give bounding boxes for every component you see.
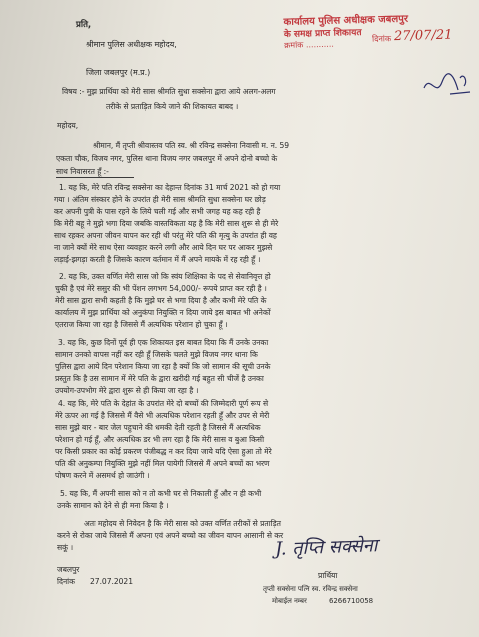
received-stamp xyxy=(275,3,453,69)
body-line: कार्यालय में मुझ प्रार्थिया को अनुकंपा नियुक्ति न दिया जाये इस बाबत भी अनेकों xyxy=(55,308,271,317)
body-line: उपयोग-उपभोग मेरे द्वारा शुरू से ही किया जा रहा है । xyxy=(55,386,199,395)
intro-underline xyxy=(56,177,134,178)
body-line: मेरी सास द्वारा सभी कहती है कि मुझे घर से भगा दिया है और कभी मेरे पति के xyxy=(55,296,267,305)
body-line: सास मुझे बार - बार जेल पहुचाने की धमकी देती रहती है जिससे मैं अत्यधिक xyxy=(55,423,261,432)
footer-city: जबलपुर xyxy=(57,565,80,574)
body-line: लड़ाई-झगड़ा करती है जिसके कारण वर्तमान में मैं अपने मायके में रह रही हूँ । xyxy=(54,255,261,264)
signer-title: प्रार्थिया xyxy=(318,571,338,580)
body-line: 1. यह कि, मेरे पति रविन्द्र सक्सेना का देहान्त दिनांक 31 मार्च 2021 को हो गया xyxy=(59,183,281,192)
body-line: मेरे ऊपर आ गई है जिससे मैं वैसे भी अत्यधिक परेशान रहती हूँ और उपर से मेरी xyxy=(55,411,270,420)
body-line: पोषण करने में असमर्थ हो जाउंगी । xyxy=(55,471,150,480)
prati-label: प्रति, xyxy=(76,20,92,30)
body-line: कर अपनी पुत्री के पास रहने के लिये चली गई और सभी जगह यह कह रही है xyxy=(54,207,261,216)
body-line: एतराज किया जा रहा है जिससे मैं अत्यधिक परेशान हो चुका हूँ । xyxy=(55,320,228,329)
body-line: पुलिस द्वारा आये दिन परेशान किया जा रहा है क्यों कि जो सामान की सूची उनके xyxy=(55,362,271,371)
salutation: महोदय, xyxy=(57,121,79,130)
stamp-number: क्रमांक ........... xyxy=(284,39,334,50)
body-line: पति की अनुकम्पा नियुक्ति मुझे नहीं मिल पायेगी जिससे मैं अपने बच्चों का भरण xyxy=(55,459,270,468)
stamp-date: 27/07/21 xyxy=(393,27,453,45)
signer-name: तृप्ती सक्सेना पत्नि स्व. रविन्द्र सक्सेना xyxy=(263,585,358,593)
subject-line2: तरीके से प्रताड़ित किये जाने की शिकायत बाबद । xyxy=(106,102,239,111)
body-line: 4. यह कि, मेरे पति के देहांत के उपरांत मेरे दो बच्चों की जिम्मेदारी पूर्ण रूप से xyxy=(58,399,269,408)
body-line: प्रस्तुत कि है उस सामान में मेरे पति के द्वारा खरीदी गई बहुत सी चीजें है उनका xyxy=(55,374,264,383)
body-line: साथ निवासरत हूँ :- xyxy=(56,167,109,176)
body-line: उनके सामान को देने से ही मना किया है । xyxy=(57,501,169,510)
body-line: एकता चौक, विजय नगर, पुलिस थाना विजय नगर जबलपुर में अपने दोनो बच्चो के xyxy=(56,154,278,163)
addressee-line2: जिला जबलपुर (म.प्र.) xyxy=(86,68,151,77)
footer-date: 27.07.2021 xyxy=(90,577,133,586)
stamp-date-label: दिनांक xyxy=(371,34,392,44)
body-line: चुकी है एवं मेरे ससुर की भी पेंशन लगभग 54,000/- रूपये प्राप्त कर रही है । xyxy=(55,284,267,293)
body-line: 5. यह कि, मैं अपनी सास को न तो कभी घर से निकाली हूँ और न ही कभी xyxy=(60,489,262,498)
footer-date-label: दिनांक xyxy=(57,577,75,586)
mobile-number: 6266710058 xyxy=(329,597,374,605)
body-line: करने से रोका जाये जिससे मैं अपना एवं अपने बच्चो का जीवन यापन आसानी से कर xyxy=(57,531,284,540)
stamp-received: के समक्ष प्राप्त शिकायत xyxy=(283,27,362,40)
body-line: गया । अंतिम संस्कार होने के उपरांत ही मेरी सास श्रीमति सुधा सक्सेना घर छोड़ xyxy=(54,195,266,204)
body-line: सकूं । xyxy=(57,543,74,552)
body-line: 2. यह कि, उक्त वर्णित मेरी सास जो कि स्वंय शिक्षिका के पद से सेवानिवृत्त हो xyxy=(59,272,271,281)
body-line: पर किसी प्रकार का कोई प्रकरण पंजीबद्ध न कर दिया जाये यदि ऐसा हुआ तो मेरे xyxy=(55,447,272,456)
body-line: अतः महोदय से निवेदन है कि मेरी सास को उक्त वर्णित तरीकों से प्रताड़ित xyxy=(84,519,281,528)
body-line: 3. यह कि, कुछ दिनों पूर्व ही एक शिकायत इस बाबत दिया कि मैं उनके उनका xyxy=(58,338,269,347)
body-line: साथ रहकर अपना जीवन यापन कर रही थी परंतु मेरे पति की मृत्यु के उपरांत ही वह xyxy=(54,231,277,240)
handwritten-signature: J. तृप्ति सक्सेना xyxy=(274,535,378,560)
body-line: कि मेरी बहू ने मुझे भगा दिया जबकि वास्तविकता यह है कि मेरी सास शुरू से ही मेरे xyxy=(54,219,279,228)
subject-line1: विषय :- मुझ प्रार्थिया को मेरी सास श्रीमति सुधा सक्सेना द्वारा आये अलग-अलग xyxy=(62,87,276,96)
stamp-office: कार्यालय पुलिस अधीक्षक जबलपुर xyxy=(283,13,409,28)
body-line: सामान उनको वापस नहीं कर रही हूँ जिसके चलते मुझे विजय नगर थाना कि xyxy=(55,350,258,359)
initials-scribble-icon xyxy=(420,68,474,104)
body-line: श्रीमान, मैं तृप्ती श्रीवास्तव पति स्व. श्री रविन्द्र सक्सेना निवासी म. न. 59 xyxy=(93,141,290,150)
mobile-label: मोबाईल नम्बर xyxy=(272,597,307,605)
body-line: ना जाने क्यों मेरे साथ ऐसा व्यवहार करने लगी और आये दिन घर पर आकर मुझसे xyxy=(54,243,273,252)
body-line: परेशान हो गई हूँ, और अत्यधिक डर भी लग रहा है कि मेरी सास व बुआ किसी xyxy=(55,435,264,444)
addressee-line1: श्रीमान पुलिस अधीक्षक महोदय, xyxy=(86,40,177,49)
